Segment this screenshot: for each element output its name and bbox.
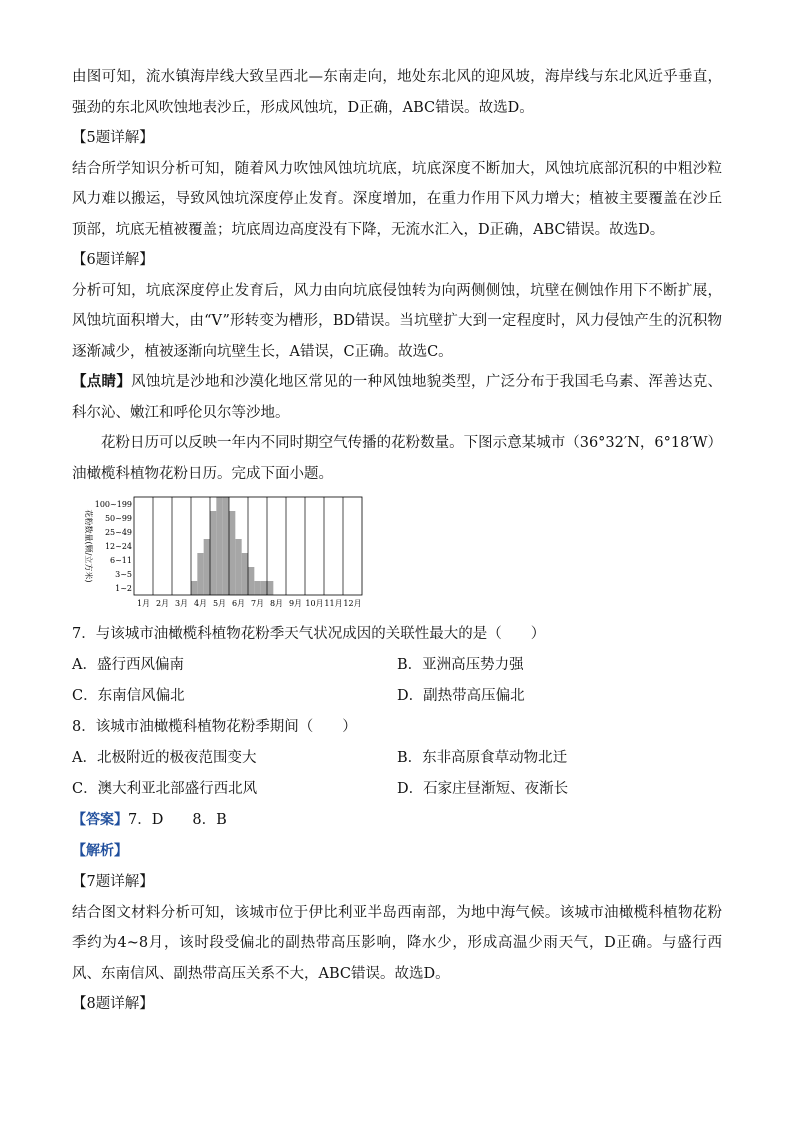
- q4-explanation-tail: 由图可知，流水镇海岸线大致呈西北—东南走向，地处东北风的迎风坡，海岸线与东北风近乎垂直，强劲的东北风吹蚀地表沙丘，形成风蚀坑，D正确，ABC错误。故选D。: [72, 69, 722, 116]
- x-tick-label: 3月: [174, 599, 189, 608]
- analysis-tag: 【解析】: [72, 843, 128, 859]
- x-tick-label: 4月: [193, 599, 208, 608]
- pollen-bar: [216, 497, 222, 595]
- pollen-bar: [248, 567, 254, 595]
- pollen-calendar-chart: [72, 491, 722, 615]
- answer-line: [72, 805, 722, 836]
- q8-option-c: C．澳大利亚北部盛行西北风: [72, 781, 258, 797]
- analysis-line: [72, 836, 722, 867]
- pollen-bar: [254, 581, 260, 595]
- y-tick-label: 3~5: [115, 570, 132, 579]
- x-tick-label: 5月: [212, 599, 227, 608]
- q8-option-b: B．东非高原食草动物北迁: [397, 750, 568, 766]
- key-point-tag: 【点睛】: [72, 373, 132, 390]
- pollen-bar: [191, 581, 197, 595]
- q6-detail-header: 【6题详解】: [72, 252, 154, 268]
- x-tick-label: 8月: [269, 599, 284, 608]
- q7-detail-header: 【7题详解】: [72, 874, 154, 890]
- pollen-bar: [197, 553, 203, 595]
- q8-detail-header: 【8题详解】: [72, 996, 154, 1012]
- q8-stem: 8．该城市油橄榄科植物花粉季期间（ ）: [72, 719, 357, 735]
- q7-option-a: A．盛行西风偏南: [72, 657, 184, 673]
- key-point-text: 风蚀坑是沙地和沙漠化地区常见的一种风蚀地貌类型，广泛分布于我国毛乌素、浑善达克、科尔沁、嫩江和呼伦贝尔等沙地。: [72, 374, 723, 421]
- q6-explanation: 分析可知，坑底深度停止发育后，风力由向坑底侵蚀转为向两侧侧蚀，坑壁在侧蚀作用下不断扩展，风蚀坑面积增大，由“V”形转变为槽形，BD错误。当坑壁扩大到一定程度时，风力侵蚀产生的沉积物逐渐减少，植被逐渐向坑壁生长，A错误，C正确。故选C。: [72, 282, 722, 360]
- q7-option-b: B．亚洲高压势力强: [397, 657, 524, 673]
- y-tick-label: 100~199: [94, 500, 132, 509]
- y-tick-label: 12~24: [104, 542, 132, 551]
- y-tick-label: 1~2: [115, 584, 132, 593]
- x-tick-label: 2月: [155, 599, 170, 608]
- key-point: [72, 367, 722, 428]
- x-tick-label: 6月: [231, 599, 246, 608]
- y-tick-label: 25~49: [104, 528, 132, 537]
- q7-options-row2: [72, 681, 722, 712]
- document-page: [72, 62, 722, 1020]
- q5-detail-header: 【5题详解】: [72, 130, 154, 146]
- chart-intro: 花粉日历可以反映一年内不同时期空气传播的花粉数量。下图示意某城市（36°32′N，6°18′W）油橄榄科植物花粉日历。完成下面小题。: [72, 435, 722, 482]
- q7-option-c: C．东南信风偏北: [72, 688, 185, 704]
- pollen-bar: [229, 511, 235, 595]
- pollen-bar: [267, 581, 273, 595]
- q5-explanation: 结合所学知识分析可知，随着风力吹蚀风蚀坑坑底，坑底深度不断加大，风蚀坑底部沉积的中粗沙粒风力难以搬运，导致风蚀坑深度停止发育。深度增加，在重力作用下风力增大；植被主要覆盖在沙丘顶部，坑底无植被覆盖；坑底周边高度没有下降，无流水汇入，D正确，ABC错误。故选D。: [72, 160, 722, 238]
- y-tick-label: 6~11: [110, 556, 132, 565]
- y-tick-label: 50~99: [104, 514, 132, 523]
- q8-option-a: A．北极附近的极夜范围变大: [72, 750, 257, 766]
- q7-stem: 7．与该城市油橄榄科植物花粉季天气状况成因的关联性最大的是（ ）: [72, 626, 546, 642]
- pollen-bar: [210, 511, 216, 595]
- pollen-bar: [242, 553, 248, 595]
- pollen-bar: [223, 497, 229, 595]
- y-axis-label: 花粉数量(颗/立方米): [84, 509, 93, 583]
- answer-tag: 【答案】: [72, 812, 128, 828]
- q7-options-row1: [72, 650, 722, 681]
- q8-options-row1: [72, 743, 722, 774]
- q8-option-d: D．石家庄昼渐短、夜渐长: [397, 781, 569, 797]
- answer-text: 7．D 8．B: [128, 812, 227, 828]
- x-tick-label: 7月: [250, 599, 265, 608]
- pollen-bar: [235, 539, 241, 595]
- q8-options-row2: [72, 774, 722, 805]
- q7-explanation: 结合图文材料分析可知，该城市位于伊比利亚半岛西南部，为地中海气候。该城市油橄榄科植物花粉季约为4~8月，该时段受偏北的副热带高压影响，降水少，形成高温少雨天气，D正确。与盛行西风、东南信风、副热带高压关系不大，ABC错误。故选D。: [72, 904, 722, 982]
- x-tick-label: 1月: [136, 599, 151, 608]
- x-tick-label: 12月: [343, 599, 362, 608]
- x-tick-label: 11月: [324, 599, 343, 608]
- x-tick-label: 9月: [288, 599, 303, 608]
- q7-option-d: D．副热带高压偏北: [397, 688, 525, 704]
- pollen-bar: [261, 581, 267, 595]
- pollen-bar: [204, 539, 210, 595]
- x-tick-label: 10月: [305, 599, 324, 608]
- chart-svg: [72, 491, 372, 615]
